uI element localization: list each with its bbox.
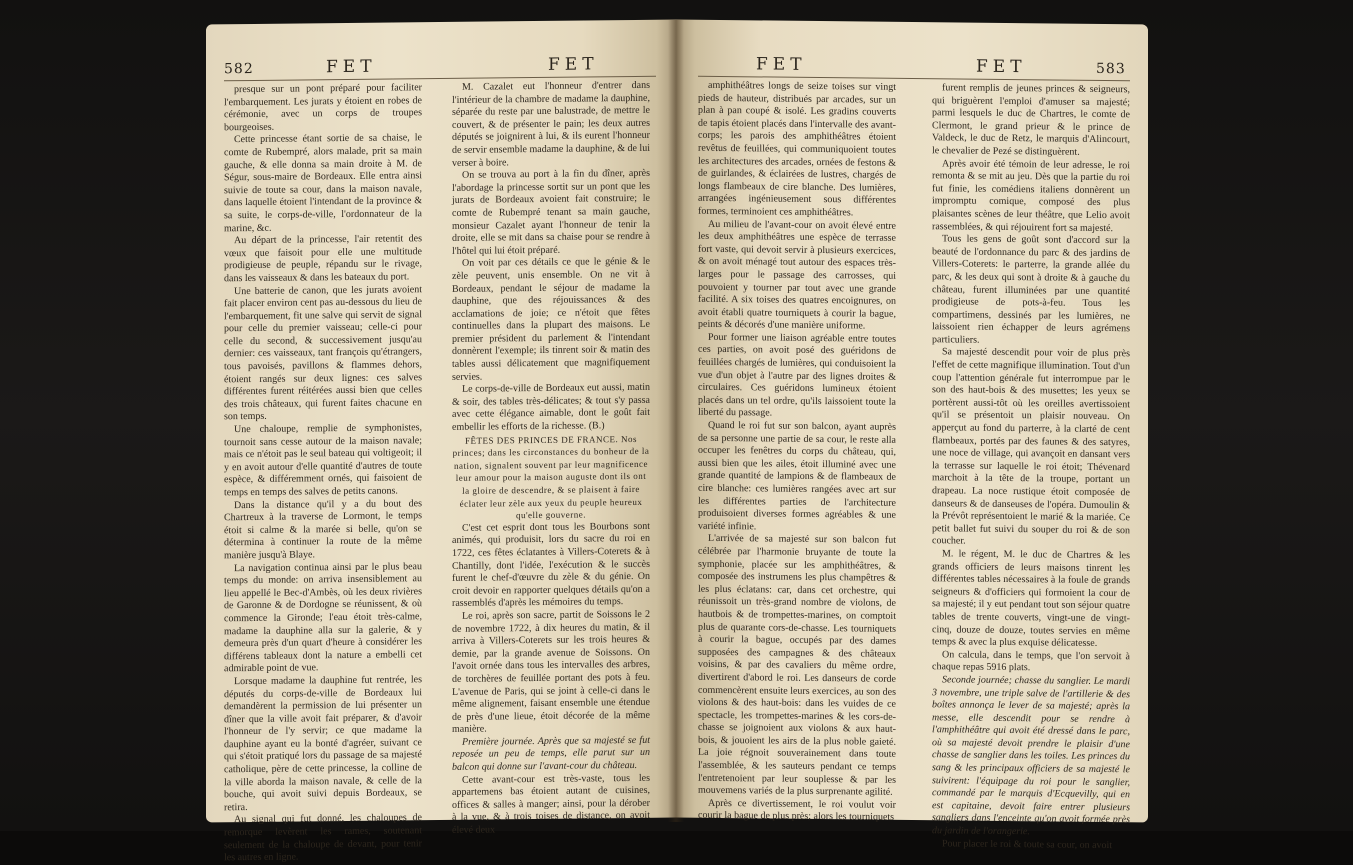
paragraph: Au signal qui fut donné, les chaloupes de remorque levèrent les rames, soutenant seulement de la chaloupe de devant, pour tenir les autres en ligne. bbox=[224, 812, 422, 864]
paragraph: Le corps-de-ville de Bordeaux eut aussi, matin & soir, des tables très-délicates; & tout s'y passa avec cette élégance aimable, dont le goût fait embellir les efforts de la richesse. (B.) bbox=[452, 382, 650, 433]
paragraph: M. le régent, M. le duc de Chartres & les grands officiers de leurs maisons tinrent les différentes tables nécessaires à la foule de grands seigneurs & d'officiers qui formoient la cour de sa majesté; il y eut pendant tout son séjour quatre tables de trente couverts, vingt-une de vingt-cinq, douze de douze, toutes servies en même temps & avec la plus exquise délicatesse. bbox=[932, 548, 1130, 650]
paragraph: Après avoir été témoin de leur adresse, le roi remonta & se mit au jeu. Dès que la partie du roi fut finie, les comédiens italiens donnèrent un impromptu comique, composé des plus plaisantes scènes de leur théâtre, que Lelio avoit rassemblées, & qui réjouirent fort sa majesté. bbox=[932, 157, 1130, 234]
paragraph: Au départ de la princesse, l'air retentit des vœux que faisoit pour elle une multitude prodigieuse de peuple, répandu sur le rivage, dans les vaisseaux & dans les bateaux du port. bbox=[224, 233, 422, 285]
paragraph: presque sur un pont préparé pour faciliter l'embarquement. Les jurats y étoient en robes de cérémonie, avec un corps de troupes bourgeoises. bbox=[224, 82, 422, 134]
paragraph: Pour placer le roi & toute sa cour, on avoit bbox=[942, 837, 1113, 851]
page-number-left: 582 bbox=[224, 60, 254, 78]
paragraph: Seconde journée; chasse du sanglier. Le mardi 3 novembre, une triple salve de l'artillerie & des boîtes annonça le lever de sa majesté; après la messe, elle descendit pour se rendre à l'amphithéâtre qui avoit été dressé dans le parc, où sa majesté devoit prendre le plaisir d'une chasse de sanglier dans les toiles. Les princes du sang & les principaux officiers de sa majesté le suivirent: l'équipage du roi pour le sanglier, commandé par le marquis d'Ecquevilly, qui en est capitaine, devoit faire entrer plusieurs sangliers dans l'enceinte qu'on avoit formée près du jardin de l'orangerie. bbox=[932, 674, 1130, 838]
paragraph: Lorsque madame la dauphine fut rentrée, les députés du corps-de-ville de Bordeaux lui demandèrent la permission de lui présenter un dîner que la ville avoit fait préparer, & d'avoir l'honneur de l'y servir; ce que madame la dauphine ayant eu la bonté d'agréer, suivant ce qui s'étoit pratiqué lors du passage de sa majesté catholique, père de cette princesse, la colline de la ville aborda la maison navale, & celle de la bouche, qui avoit suivi depuis Bordeaux, se retira. bbox=[224, 674, 422, 814]
left-page bbox=[206, 20, 676, 864]
running-head-left-center: FET bbox=[548, 54, 599, 75]
left-column-1 bbox=[224, 82, 422, 864]
paragraph: Cette princesse étant sortie de sa chaise, le comte de Rubempré, alors malade, prit sa main gauche, & elle donna sa main droite à M. de Ségur, sous-maire de Bordeaux. Elle entra ainsi suivie de toute sa cour, dans la maison navale, dans laquelle étoient l'intendant de la province & sa suite, le corps-de-ville, l'ordonnateur de la marine, &c. bbox=[224, 132, 422, 234]
left-column-2 bbox=[452, 79, 650, 836]
running-head-left: FET bbox=[326, 56, 377, 78]
paragraph: M. Cazalet eut l'honneur d'entrer dans l'intérieur de la chambre de madame la dauphine, séparée du reste par une balustrade, de mettre le couvert, & de présenter le pain; les deux autres députés se joignirent à lui, & ils eurent l'honneur de servir ensemble madame la dauphine, & de lui verser à boire. bbox=[452, 79, 650, 169]
running-head-right: FET bbox=[976, 56, 1027, 78]
page-number-right: 583 bbox=[1096, 60, 1126, 78]
paragraph: furent remplis de jeunes princes & seigneurs, qui briguèrent l'emploi d'amuser sa majesté; parmi lesquels le duc de Chartres, le comte de Clermont, le grand prieur & le prince de Valdeck, le duc de Retz, le marquis d'Alincourt, le chevalier de Pezé se distinguèrent. bbox=[932, 82, 1130, 158]
paragraph: On se trouva au port à la fin du dîner, après l'abordage la princesse sortit sur un pont que les jurats de Bordeaux avoient fait construire; le comte de Rubempré tenant sa main gauche, monsieur Cazalet ayant l'honneur de tenir la droite, elle se mit dans sa chaise pour se rendre à l'hôtel qui lui étoit préparé. bbox=[452, 167, 650, 257]
paragraph: Au milieu de l'avant-cour on avoit élevé entre les deux amphithéâtres une espèce de terrasse fort vaste, qui devoit servir à plusieurs exercices, & on avoit ménagé tout autour des espaces très-larges pour le passage des carrosses, qui pouvoient y tourner par tout avec une grande facilité. A six toises des quatres encoignures, on avoit établi quatre tourniquets à courir la bague, peints & décorés d'une manière uniforme. bbox=[698, 218, 896, 332]
paragraph: C'est cet esprit dont tous les Bourbons sont animés, qui produisit, lors du sacre du roi en 1722, ces fêtes éclatantes à Villers-Coterets & à Chantilly, dont l'idée, l'exécution & le succès furent le chef-d'œuvre du zèle & du génie. On croit devoir en rapporter quelques détails qu'on a rassemblés d'après les mémoires du temps. bbox=[452, 520, 650, 610]
paragraph: L'arrivée de sa majesté sur son balcon fut célébrée par l'harmonie bruyante de toute la symphonie, placée sur les amphithéâtres, & composée des instrumens les plus champêtres & les plus éclatans: car, dans cet orchestre, qui réunissoit un très-grand nombre de violons, de hautbois & de trompettes-marines, on comptoit plus de quarante cors-de-chasse. Les tourniquets à courir la bague, occupés par des dames supposées des campagnes & des châteaux voisins, & par des cavaliers du même ordre, divertirent d'abord le roi. Les danseurs de corde commencèrent ensuite leurs exercices, au son des violons & des haut-bois: dans les vuides de ce spectacle, les trompettes-marines & les cors-de-chasse se joignoient aux violons & aux haut-bois, & jouoient les airs de la plus noble gaieté. La joie régnoit souverainement dans toute l'assemblée, & les sauteurs pendant ce temps l'entretenoient par leur souplesse & par les mouvemens variés de la plus surprenante agilité. bbox=[698, 533, 896, 799]
paragraph: Le roi, après son sacre, partit de Soissons le 2 de novembre 1722, à dix heures du matin, & il arriva à Villers-Coterets sur les trois heures & demie, par la grande avenue de Soissons. On l'avoit ornée dans tous les intervalles des arbres, de torchères de feuillée portant des pots à feu. L'avenue de Paris, qui se joint à celle-ci dans le même alignement, faisant ensemble une étendue de près d'une lieue, étoit décorée de la même manière. bbox=[452, 608, 650, 736]
running-head-right-center: FET bbox=[756, 54, 807, 75]
right-column-1 bbox=[698, 79, 896, 824]
paragraph: Tous les gens de goût sont d'accord sur la beauté de l'ordonnance du parc & des jardins de Villers-Coterets: le parterre, la grande allée du parc, & les deux qui sont à droite & à gauche du château, furent illuminées par une quantité prodigieuse de pots-à-feu. Tous les compartimens, dessinés par les lumières, ne laissoient rien échapper de leurs agrémens particuliers. bbox=[932, 233, 1130, 346]
paragraph: FÊTES DES PRINCES DE FRANCE. Nos princes; dans les circonstances du bonheur de la nation, signalent souvent par leur magnificence leur amour pour la maison auguste dont ils ont la gloire de descendre, & se plaisent à faire éclater leur zèle aux yeux du peuple heureux qu'elle gouverne. bbox=[452, 433, 650, 521]
paragraph: On voit par ces détails ce que le génie & le zèle peuvent, unis ensemble. On ne vit à Bordeaux, pendant le séjour de madame la dauphine, que des réjouissances & des acclamations de joie; ce n'étoit que fêtes continuelles dans la plupart des maisons. Le premier président du parlement & l'intendant donnèrent l'exemple; ils tinrent soir & matin des tables aussi délicatement que magnifiquement servies. bbox=[452, 256, 650, 383]
paragraph: Cette avant-cour est très-vaste, tous les appartemens bas étoient autant de cuisines, offices & salles à manger; ainsi, pour la dérober à la vue, & à trois toises de distance, on avoit élevé deux bbox=[452, 772, 650, 836]
paragraph: Une batterie de canon, que les jurats avoient fait placer environ cent pas au-dessous du lieu de l'embarquement, fit une salve qui servit de signal pour celle du premier vaisseau; celle-ci pour celle du second, & successivement jusqu'au dernier: ces vaisseaux, tant françois qu'étrangers, tous pavoisés, pavillons & flammes dehors, étoient rangés sur deux lignes: ces salves différentes furent réitérées aussi bien que celles des trois châteaux, qui furent faites chacune en son temps. bbox=[224, 283, 422, 423]
paragraph: La navigation continua ainsi par le plus beau temps du monde: on arriva insensiblement au lieu appellé le Bec-d'Ambès, où les deux rivières de Garonne & de Dordogne se réunissent, & où commence la Gironde; l'eau étoit très-calme, madame la dauphine alla sur la galerie, & y demeura près d'un quart d'heure à considérer les différens tableaux dont la nature a embelli cet admirable point de vue. bbox=[224, 560, 422, 675]
book-gutter bbox=[668, 20, 684, 822]
paragraph: On calcula, dans le temps, que l'on servoit à chaque repas 5916 plats. bbox=[932, 649, 1130, 674]
paragraph: Une chaloupe, remplie de symphonistes, tournoit sans cesse autour de la maison navale; mais ce n'étoit pas le seul bateau qui voltigeoit; il y en avoit autour d'elle quantité d'autres de toute espèce, & différemment ornés, qui faisoient de temps en temps des salves de petits canons. bbox=[224, 422, 422, 499]
paragraph: Sa majesté descendit pour voir de plus près l'effet de cette magnifique illumination. Tout d'un coup l'attention générale fut interrompue par le son des haut-bois & des musettes; les yeux se portèrent aussi-tôt où les oreilles avertissoient qu'il se présentoit un plaisir nouveau. On apperçut au fond du parterre, à la clarté de cent flambeaux, portés par des faunes & des satyres, une noce de village, qui avançoit en dansant vers la terrasse sur laquelle le roi étoit; Thévenard marchoit à la tête de la troupe, portant un drapeau. La noce rustique étoit composée de danseurs & de danseuses de l'opéra. Dumoulin & la Prévôt représentoient le marié & la mariée. Ce petit ballet fut suivi du souper du roi & de son coucher. bbox=[932, 346, 1130, 547]
paragraph: Première journée. Après que sa majesté se fut reposée un peu de temps, elle parut sur un balcon qui donne sur l'avant-cour du château. bbox=[452, 734, 650, 773]
paragraph: Dans la distance qu'il y a du bout des Chartreux à la traverse de Lormont, le temps étoit si calme & la marée si belle, qu'on se détermina à continuer la route de la même manière jusqu'à Blaye. bbox=[224, 497, 422, 562]
paragraph: Après ce divertissement, le roi voulut voir courir la bague de plus près; alors les tourniquets bbox=[698, 797, 896, 824]
paragraph: amphithéâtres longs de seize toises sur vingt pieds de hauteur, distribués par arcades, sur un plan à pan coupé & isolé. Les gradins couverts de tapis étoient placés dans l'intervalle des avant-corps; les parois des amphithéâtres étoient revêtus de feuillées, qui communiquoient toutes les architectures des arcades, ornées de festons & de guirlandes, & éclairées de lustres, chargés de longs flambeaux de cire blanche. Des lumières, arrangées ingénieusement sous différentes formes, terminoient ces amphithéâtres. bbox=[698, 79, 896, 219]
right-page bbox=[676, 20, 1148, 851]
paragraph: Quand le roi fut sur son balcon, ayant auprès de sa personne une partie de sa cour, le reste alla occuper les fenêtres du corps du château, qui, aussi bien que les ailes, étoit illuminé avec une grande quantité de lampions & de flambeaux de cire blanche: ces lumières rangées avec art sur les différentes parties de l'architecture produisoient diverses formes agréables & une variété infinie. bbox=[698, 419, 896, 533]
paragraph: Pour former une liaison agréable entre toutes ces parties, on avoit posé des guéridons de feuillées chargés de lumières, qui conduisoient la vue d'un objet à l'autre par des lignes droites & circulaires. Ces guéridons lumineux étoient placés dans un tel ordre, qu'ils laissoient toute la liberté du passage. bbox=[698, 331, 896, 419]
right-column-2 bbox=[932, 82, 1130, 851]
